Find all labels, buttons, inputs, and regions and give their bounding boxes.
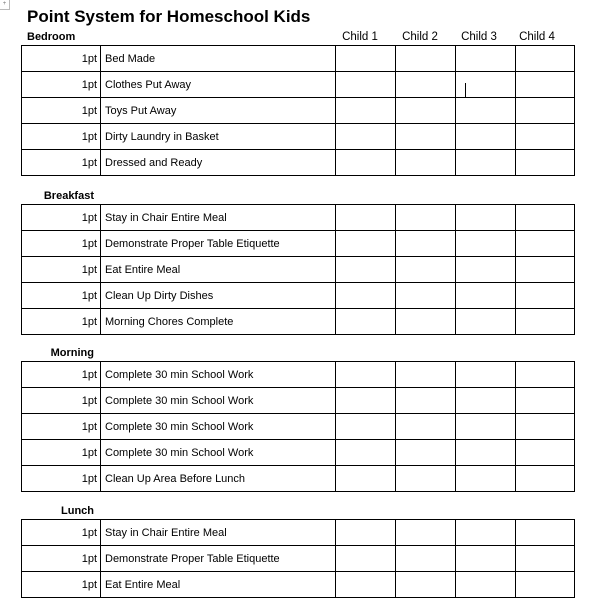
task-cell: Complete 30 min School Work bbox=[101, 414, 336, 440]
table-row bbox=[22, 546, 575, 572]
column-header-child-2: Child 2 bbox=[402, 31, 438, 43]
points-cell: 1pt bbox=[22, 231, 101, 257]
child-1-cell[interactable] bbox=[336, 388, 396, 414]
points-cell: 1pt bbox=[22, 257, 101, 283]
table-move-handle-icon[interactable]: + bbox=[0, 0, 10, 10]
child-4-cell[interactable] bbox=[516, 231, 575, 257]
points-cell: 1pt bbox=[22, 283, 101, 309]
task-cell: Stay in Chair Entire Meal bbox=[101, 205, 336, 231]
table-row bbox=[22, 520, 575, 546]
table-row bbox=[22, 283, 575, 309]
points-cell: 1pt bbox=[22, 46, 101, 72]
child-1-cell[interactable] bbox=[336, 98, 396, 124]
child-4-cell[interactable] bbox=[516, 520, 575, 546]
page-title: Point System for Homeschool Kids bbox=[27, 7, 311, 26]
child-1-cell[interactable] bbox=[336, 205, 396, 231]
table-row bbox=[22, 466, 575, 492]
child-3-cell[interactable] bbox=[456, 231, 516, 257]
child-2-cell[interactable] bbox=[396, 309, 456, 335]
child-1-cell[interactable] bbox=[336, 572, 396, 598]
task-cell: Eat Entire Meal bbox=[101, 257, 336, 283]
task-cell: Eat Entire Meal bbox=[101, 572, 336, 598]
table-row bbox=[22, 231, 575, 257]
points-cell: 1pt bbox=[22, 150, 101, 176]
child-4-cell[interactable] bbox=[516, 124, 575, 150]
child-2-cell[interactable] bbox=[396, 520, 456, 546]
child-3-cell[interactable] bbox=[456, 309, 516, 335]
table-row bbox=[22, 309, 575, 335]
child-2-cell[interactable] bbox=[396, 440, 456, 466]
child-3-cell[interactable] bbox=[456, 440, 516, 466]
table-lunch bbox=[21, 519, 575, 598]
child-2-cell[interactable] bbox=[396, 388, 456, 414]
points-cell: 1pt bbox=[22, 440, 101, 466]
table-bedroom bbox=[21, 45, 575, 176]
column-header-child-1: Child 1 bbox=[342, 31, 378, 43]
child-4-cell[interactable] bbox=[516, 414, 575, 440]
table-row bbox=[22, 572, 575, 598]
child-2-cell[interactable] bbox=[396, 257, 456, 283]
table-row bbox=[22, 72, 575, 98]
child-4-cell[interactable] bbox=[516, 572, 575, 598]
points-cell: 1pt bbox=[22, 414, 101, 440]
child-4-cell[interactable] bbox=[516, 466, 575, 492]
child-1-cell[interactable] bbox=[336, 257, 396, 283]
table-row bbox=[22, 205, 575, 231]
task-cell: Dirty Laundry in Basket bbox=[101, 124, 336, 150]
table-row bbox=[22, 150, 575, 176]
section-label-morning: Morning bbox=[50, 347, 94, 359]
points-cell: 1pt bbox=[22, 546, 101, 572]
child-3-cell[interactable] bbox=[456, 257, 516, 283]
task-cell: Complete 30 min School Work bbox=[101, 388, 336, 414]
task-cell: Complete 30 min School Work bbox=[101, 362, 336, 388]
child-4-cell[interactable] bbox=[516, 98, 575, 124]
task-cell: Clean Up Dirty Dishes bbox=[101, 283, 336, 309]
child-4-cell[interactable] bbox=[516, 440, 575, 466]
points-cell: 1pt bbox=[22, 72, 101, 98]
child-3-cell[interactable] bbox=[456, 546, 516, 572]
table-row bbox=[22, 257, 575, 283]
child-3-cell[interactable] bbox=[456, 283, 516, 309]
child-3-cell[interactable] bbox=[456, 46, 516, 72]
child-1-cell[interactable] bbox=[336, 283, 396, 309]
child-1-cell[interactable] bbox=[336, 466, 396, 492]
child-2-cell[interactable] bbox=[396, 414, 456, 440]
table-row bbox=[22, 98, 575, 124]
points-cell: 1pt bbox=[22, 98, 101, 124]
child-1-cell[interactable] bbox=[336, 362, 396, 388]
child-1-cell[interactable] bbox=[336, 546, 396, 572]
points-cell: 1pt bbox=[22, 572, 101, 598]
child-2-cell[interactable] bbox=[396, 362, 456, 388]
child-3-cell[interactable] bbox=[456, 466, 516, 492]
task-cell: Dressed and Ready bbox=[101, 150, 336, 176]
child-2-cell[interactable] bbox=[396, 98, 456, 124]
child-4-cell[interactable] bbox=[516, 362, 575, 388]
child-2-cell[interactable] bbox=[396, 231, 456, 257]
child-4-cell[interactable] bbox=[516, 388, 575, 414]
child-2-cell[interactable] bbox=[396, 283, 456, 309]
child-1-cell[interactable] bbox=[336, 414, 396, 440]
table-row bbox=[22, 388, 575, 414]
table-row bbox=[22, 414, 575, 440]
points-cell: 1pt bbox=[22, 205, 101, 231]
task-cell: Stay in Chair Entire Meal bbox=[101, 520, 336, 546]
points-cell: 1pt bbox=[22, 388, 101, 414]
points-cell: 1pt bbox=[22, 362, 101, 388]
task-cell: Demonstrate Proper Table Etiquette bbox=[101, 231, 336, 257]
child-1-cell[interactable] bbox=[336, 231, 396, 257]
child-3-cell[interactable] bbox=[456, 124, 516, 150]
child-3-cell[interactable] bbox=[456, 98, 516, 124]
task-cell: Bed Made bbox=[101, 46, 336, 72]
child-4-cell[interactable] bbox=[516, 546, 575, 572]
child-1-cell[interactable] bbox=[336, 72, 396, 98]
points-cell: 1pt bbox=[22, 466, 101, 492]
child-2-cell[interactable] bbox=[396, 205, 456, 231]
task-cell: Clean Up Area Before Lunch bbox=[101, 466, 336, 492]
child-3-cell[interactable] bbox=[456, 205, 516, 231]
child-2-cell[interactable] bbox=[396, 72, 456, 98]
child-1-cell[interactable] bbox=[336, 150, 396, 176]
task-cell: Morning Chores Complete bbox=[101, 309, 336, 335]
table-row bbox=[22, 362, 575, 388]
section-label-lunch: Lunch bbox=[61, 505, 94, 517]
section-label-bedroom: Bedroom bbox=[27, 31, 76, 43]
points-cell: 1pt bbox=[22, 309, 101, 335]
task-cell: Clothes Put Away bbox=[101, 72, 336, 98]
table-row bbox=[22, 440, 575, 466]
points-cell: 1pt bbox=[22, 520, 101, 546]
column-header-child-4: Child 4 bbox=[519, 31, 555, 43]
child-3-cell[interactable] bbox=[456, 388, 516, 414]
child-1-cell[interactable] bbox=[336, 440, 396, 466]
text-cursor bbox=[465, 83, 466, 98]
child-2-cell[interactable] bbox=[396, 466, 456, 492]
child-1-cell[interactable] bbox=[336, 124, 396, 150]
child-2-cell[interactable] bbox=[396, 150, 456, 176]
section-label-breakfast: Breakfast bbox=[43, 190, 94, 202]
table-breakfast bbox=[21, 204, 575, 335]
child-3-cell[interactable] bbox=[456, 150, 516, 176]
table-row bbox=[22, 124, 575, 150]
child-1-cell[interactable] bbox=[336, 520, 396, 546]
task-cell: Demonstrate Proper Table Etiquette bbox=[101, 546, 336, 572]
child-4-cell[interactable] bbox=[516, 309, 575, 335]
child-2-cell[interactable] bbox=[396, 546, 456, 572]
child-3-cell[interactable] bbox=[456, 572, 516, 598]
child-2-cell[interactable] bbox=[396, 124, 456, 150]
child-3-cell[interactable] bbox=[456, 362, 516, 388]
child-3-cell[interactable] bbox=[456, 414, 516, 440]
table-row bbox=[22, 46, 575, 72]
child-2-cell[interactable] bbox=[396, 572, 456, 598]
child-4-cell[interactable] bbox=[516, 150, 575, 176]
child-4-cell[interactable] bbox=[516, 283, 575, 309]
table-morning bbox=[21, 361, 575, 492]
child-1-cell[interactable] bbox=[336, 309, 396, 335]
column-header-child-3: Child 3 bbox=[461, 31, 497, 43]
task-cell: Toys Put Away bbox=[101, 98, 336, 124]
child-4-cell[interactable] bbox=[516, 257, 575, 283]
child-2-cell[interactable] bbox=[396, 46, 456, 72]
child-4-cell[interactable] bbox=[516, 205, 575, 231]
child-4-cell[interactable] bbox=[516, 72, 575, 98]
child-4-cell[interactable] bbox=[516, 46, 575, 72]
task-cell: Complete 30 min School Work bbox=[101, 440, 336, 466]
child-3-cell[interactable] bbox=[456, 520, 516, 546]
child-1-cell[interactable] bbox=[336, 46, 396, 72]
points-cell: 1pt bbox=[22, 124, 101, 150]
